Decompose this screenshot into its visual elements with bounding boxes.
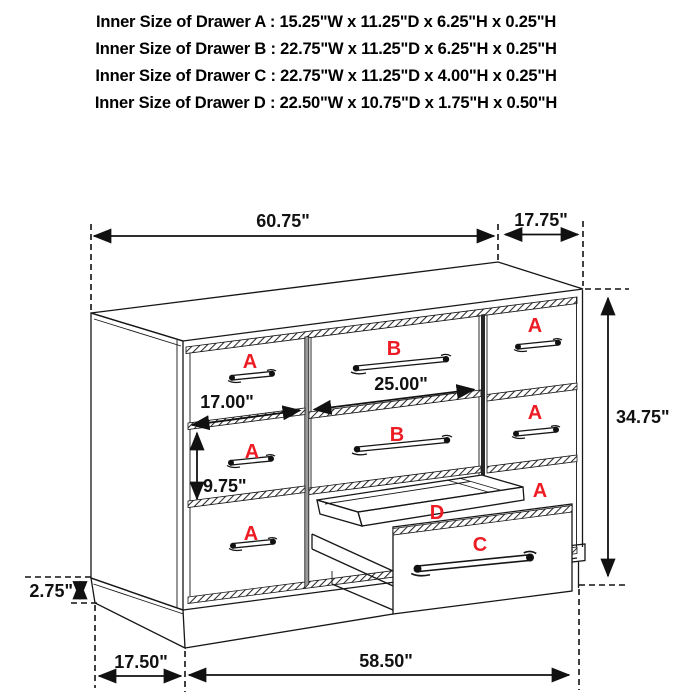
dim-drawer-b-width-value: 25.00" (374, 374, 428, 394)
drawer-label-b2: B (389, 424, 405, 446)
dimension-overall-height (579, 289, 670, 585)
dim-base-depth-value: 17.50" (114, 652, 168, 672)
drawer-label-a5: A (527, 402, 543, 424)
dim-base-width-value: 58.50" (359, 651, 413, 671)
spec-line-drawer-a: Inner Size of Drawer A : 15.25"W x 11.25"D x 6.25"H x 0.25"H (95, 13, 557, 31)
spec-line-drawer-c: Inner Size of Drawer C : 22.75"W x 11.25"D x 4.00"H x 0.25"H (95, 67, 557, 85)
drawer-label-b1: B (386, 338, 402, 360)
drawer-label-a2: A (244, 441, 260, 463)
drawer-label-a4: A (527, 315, 543, 337)
drawer-label-c: C (472, 534, 488, 556)
dim-top-width-value: 60.75" (256, 211, 310, 231)
dim-drawer-a-width-value: 17.00" (200, 392, 254, 412)
column-divider-left (305, 337, 309, 589)
drawer-label-a1: A (242, 351, 258, 373)
drawer-label-a3: A (243, 523, 259, 545)
drawer-label-a6: A (532, 480, 548, 502)
dim-base-height-value: 2.75" (29, 581, 73, 601)
dim-drawer-a-height-value: 9.75" (203, 476, 247, 496)
dimension-base-height (25, 577, 99, 603)
spec-line-drawer-d: Inner Size of Drawer D : 22.50"W x 10.75"D x 1.75"H x 0.50"H (94, 94, 558, 112)
spec-line-drawer-b: Inner Size of Drawer B : 22.75"W x 11.25"D x 6.25"H x 0.25"H (95, 40, 557, 58)
dim-height-value: 34.75" (616, 407, 670, 427)
drawer-label-d: D (429, 502, 445, 524)
column-divider-right (481, 314, 485, 478)
dim-top-depth-value: 17.75" (514, 210, 568, 230)
